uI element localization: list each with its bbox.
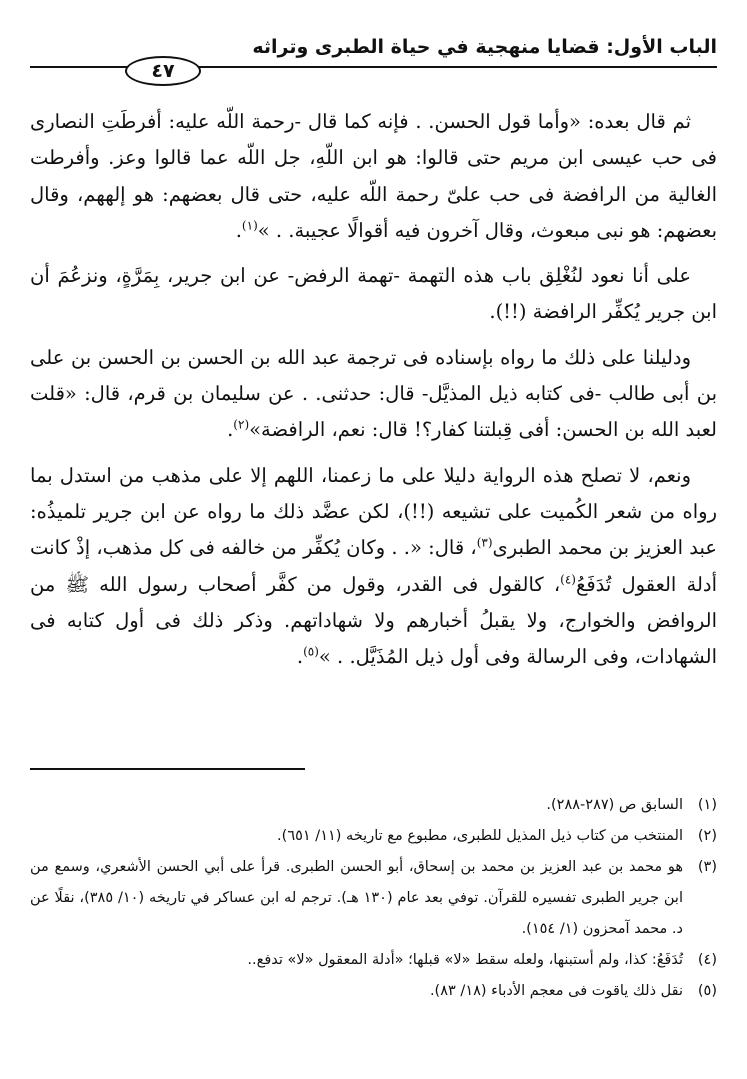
footnote-text: المنتخب من كتاب ذيل المذيل للطبرى، مطبوع مع تاريخه (١١/ ٦٥١). (277, 828, 683, 844)
footnote-ref-4: (٤) (560, 572, 576, 587)
footnote-number: (٣) (697, 859, 717, 875)
paragraph-4-text: ونعم، لا تصلح هذه الرواية دليلا على ما زعمنا، اللهم إلا على مذهب من استدل بما رواه من شعر الكُميت على تشيعه (!!)، لكن عضَّد ذلك ما رواه عن ابن جرير تلميذُه: عبد العزيز بن محمد الطبرى (30, 463, 717, 560)
footnote-1 (30, 790, 717, 821)
paragraph-4-text-c: ، كالقول فى القدر، وقول من كفَّر أصحاب رسول الله ﷺ من الروافض والخوارج، ولا يقبلُ أخبارهم ولا شهاداتهم. وذكر ذلك فى أول كتابه فى الشهادات، وفى الرسالة وفى أول ذيل المُذَيَّل. . » (30, 572, 717, 669)
paragraph-4-text-b: ، قال: «. . وكان يُكفِّر من خالفه فى كل مذهب، إذْ كانت أدلة العقول تُدَفَعُ (30, 536, 717, 596)
paragraph-2: على أنا نعود لنُغْلِق باب هذه التهمة -تهمة الرفض- عن ابن جرير، بِمَرَّةٍ، ونزعُمَ أن ابن جرير يُكفِّر الرافضة (!!). (30, 264, 717, 324)
footnote-number: (١) (697, 797, 717, 813)
footnote-separator (30, 768, 305, 770)
footnote-ref-2: (٢) (233, 417, 250, 432)
paragraph-1: ثم قال بعده: «وأما قول الحسن. . فإنه كما قال -رحمة اللّه عليه: أفرطَتِ النصارى فى حب عيسى ابن مريم حتى قالوا: هو ابن اللّهِ، جل اللّه عما قالوا وعز. وأفرطت الغالية من الرافضة فى حب علىّ رحمة اللّه عليه، حتى قال بعضهم: هو إلههم، وقال بعضهم: هو نبى مبعوث، وقال آخرون فيه أقوالًا عجيبة. . »$^{(١)}$. (30, 110, 717, 242)
footnotes (30, 790, 717, 1007)
footnote-text: السابق ص (٢٨٧-٢٨٨). (546, 797, 683, 813)
footnote-number: (٢) (697, 828, 717, 844)
footnote-ref-1: (١) (241, 218, 258, 233)
main-text (30, 104, 717, 684)
footnote-text: تُدَفَعُ: كذا، ولم أستبنها، ولعله سقط «لا» قبلها؛ «أدلة المعقول «لا» تدفع.. (247, 952, 683, 968)
footnote-text: نقل ذلك ياقوت فى معجم الأدباء (١٨/ ٨٣). (429, 983, 683, 999)
paragraph-3: ودليلنا على ذلك ما رواه بإسناده فى ترجمة عبد الله بن الحسن بن الحسن بن على بن أبى طالب -فى كتابه ذيل المذيَّل- قال: حدثنى. . عن سليمان بن قرم، قال: «قلت لعبد الله بن الحسن: أفى قِبلتنا كفار؟! قال: نعم، الرافضة»$^{(٢)}$. (30, 345, 717, 442)
footnote-number: (٥) (697, 983, 717, 999)
footnote-ref-3: (٣) (476, 535, 493, 550)
footnote-2 (30, 821, 717, 852)
footnote-text: هو محمد بن عبد العزيز بن محمد بن إسحاق، أبو الحسن الطبرى. قرأ على أبي الحسن الأشعري، وسمع من ابن جرير الطبرى تفسيره للقرآن. توفي بعد عام (١٣٠ هـ). ترجم له ابن عساكر في تاريخه (١٠/ ٣٨٥)، نقلًا عن د. محمد آمحزون (١/ ١٥٤). (30, 859, 683, 937)
footnote-ref-5: (٥) (303, 644, 319, 659)
footnote-4 (30, 945, 717, 976)
footnote-number: (٤) (697, 952, 717, 968)
footnote-3 (30, 852, 717, 945)
running-title: الباب الأول: قضايا منهجية في حياة الطبرى وتراثه (252, 36, 717, 58)
footnote-5 (30, 976, 717, 1007)
page-number: ٤٧ (125, 56, 201, 86)
paragraph-3-text: ودليلنا على ذلك ما رواه بإسناده فى ترجمة عبد الله بن الحسن بن الحسن بن على بن أبى طالب -فى كتابه ذيل المذيَّل- قال: حدثنى. . عن سليمان بن قرم، قال: «قلت لعبد الله بن الحسن: أفى قِبلتنا كفار؟! قال: نعم، الرافضة» (30, 345, 717, 442)
paragraph-4: ونعم، لا تصلح هذه الرواية دليلا على ما زعمنا، اللهم إلا على مذهب من استدل بما رواه من شعر الكُميت على تشيعه (!!)، لكن عضَّد ذلك ما رواه عن ابن جرير تلميذُه: عبد العزيز بن محمد الطبرى$^{(٣)}$، قال: «. . وكان يُكفِّر من خالفه فى كل مذهب، إذْ كانت أدلة العقول تُدَفَعُ$^{(٤)}$، كالقول فى القدر، وقول من كفَّر أصحاب رسول الله ﷺ من الروافض والخوارج، ولا يقبلُ أخبارهم ولا شهاداتهم. وذكر ذلك فى أول كتابه فى الشهادات، وفى الرسالة وفى أول ذيل المُذَيَّل. . »$^{(٥)}$. (30, 463, 717, 669)
paragraph-1-text: ثم قال بعده: «وأما قول الحسن. . فإنه كما قال -رحمة اللّه عليه: أفرطَتِ النصارى فى حب عيسى ابن مريم حتى قالوا: هو ابن اللّهِ، جل اللّه عما قالوا وعز. وأفرطت الغالية من الرافضة فى حب علىّ رحمة اللّه عليه، حتى قال بعضهم: هو إلههم، وقال بعضهم: هو نبى مبعوث، وقال آخرون فيه أقوالًا عجيبة. . » (30, 110, 717, 242)
